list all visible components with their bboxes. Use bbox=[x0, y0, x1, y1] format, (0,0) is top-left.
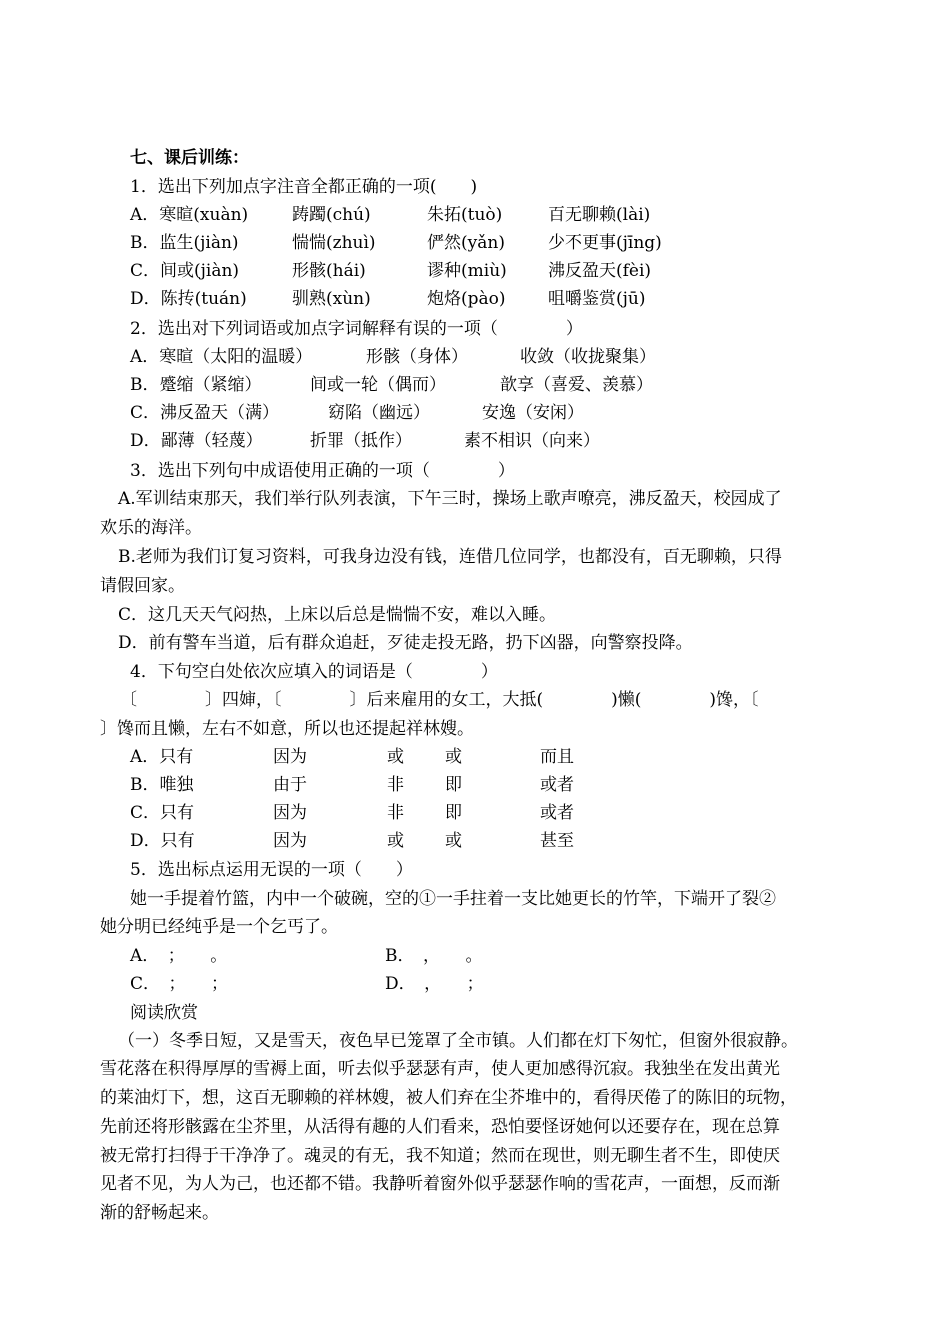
q1-a-item-1: A．寒暄(xuàn) bbox=[130, 205, 249, 225]
reading-line: 被无常打扫得于干净净了。魂灵的有无，我不知道；然而在现世，则无聊生者不生，即使厌 bbox=[100, 1146, 780, 1166]
q2-d-item-1: D．鄙薄（轻蔑） bbox=[130, 431, 263, 451]
q4-b-item-3: 非 bbox=[387, 775, 404, 795]
q3-option-b-line2: 请假回家。 bbox=[100, 576, 185, 596]
q4-a-item-4: 或 bbox=[445, 747, 462, 767]
q5-option-b: B． ， 。 bbox=[385, 946, 483, 966]
reading-line: 的莱油灯下，想，这百无聊赖的祥林嫂，被人们弃在尘芥堆中的，看得厌倦了的陈旧的玩物， bbox=[100, 1088, 797, 1108]
q4-a-item-5: 而且 bbox=[540, 747, 574, 767]
q4-c-item-5: 或者 bbox=[540, 803, 574, 823]
q2-b-item-3: 歆享（喜爱、羡慕） bbox=[500, 375, 653, 395]
q1-d-item-2: 驯熟(xùn) bbox=[292, 289, 371, 309]
q5-option-c: C． ； ； bbox=[130, 974, 229, 994]
reading-line: （一）冬季日短，又是雪天，夜色早已笼罩了全市镇。人们都在灯下匆忙，但窗外很寂静。 bbox=[118, 1031, 798, 1051]
q2-c-item-3: 安逸（安闲） bbox=[482, 403, 584, 423]
q4-b-item-1: B．唯独 bbox=[130, 775, 194, 795]
q4-b-item-4: 即 bbox=[445, 775, 462, 795]
q4-a-item-2: 因为 bbox=[273, 747, 307, 767]
q2-a-item-1: A．寒暄（太阳的温暖） bbox=[130, 347, 313, 367]
q2-a-item-3: 收敛（收拢聚集） bbox=[520, 347, 656, 367]
q4-c-item-3: 非 bbox=[387, 803, 404, 823]
q1-d-item-4: 咀嚼鉴赏(jū) bbox=[548, 289, 646, 309]
q4-sentence-line2: 〕馋而且懒，左右不如意，所以也还提起祥林嫂。 bbox=[100, 719, 474, 739]
reading-line: 先前还将形骸露在尘芥里，从活得有趣的人们看来，恐怕要怪讶她何以还要存在，现在总算 bbox=[100, 1117, 780, 1137]
q1-d-item-3: 炮烙(pào) bbox=[427, 289, 506, 309]
q1-c-item-1: C．间或(jiàn) bbox=[130, 261, 240, 281]
q4-b-item-5: 或者 bbox=[540, 775, 574, 795]
q1-c-item-4: 沸反盈天(fèi) bbox=[548, 261, 652, 281]
q1-c-item-2: 形骸(hái) bbox=[292, 261, 366, 281]
section-title: 七、课后训练： bbox=[130, 148, 249, 168]
q5-option-d: D． ， ； bbox=[385, 974, 484, 994]
q2-stem: 2．选出对下列词语或加点字词解释有误的一项（ ） bbox=[130, 319, 583, 339]
q3-option-b-line1: B.老师为我们订复习资料，可我身边没有钱，连借几位同学，也都没有，百无聊赖，只得 bbox=[118, 547, 782, 567]
q1-c-item-3: 谬种(miù) bbox=[427, 261, 507, 281]
q5-option-a: A． ； 。 bbox=[130, 946, 228, 966]
q5-passage-line1: 她一手提着竹篮，内中一个破碗，空的①一手拄着一支比她更长的竹竿，下端开了裂② bbox=[130, 889, 776, 909]
q1-b-item-3: 俨然(yǎn) bbox=[427, 233, 505, 253]
q4-c-item-4: 即 bbox=[445, 803, 462, 823]
q4-d-item-2: 因为 bbox=[273, 831, 307, 851]
q2-d-item-3: 素不相识（向来） bbox=[464, 431, 600, 451]
q1-stem: 1．选出下列加点字注音全都正确的一项( ) bbox=[130, 177, 478, 197]
q4-d-item-3: 或 bbox=[387, 831, 404, 851]
reading-title: 阅读欣赏 bbox=[130, 1003, 198, 1023]
q4-a-item-3: 或 bbox=[387, 747, 404, 767]
q1-b-item-4: 少不更事(jīng) bbox=[548, 233, 662, 253]
q2-d-item-2: 折罪（抵作） bbox=[310, 431, 412, 451]
q1-b-item-2: 惴惴(zhuì) bbox=[292, 233, 376, 253]
q5-stem: 5．选出标点运用无误的一项（ ） bbox=[130, 860, 413, 880]
q3-option-a-line2: 欢乐的海洋。 bbox=[100, 518, 202, 538]
reading-line: 见者不见，为人为己，也还都不错。我静听着窗外似乎瑟瑟作响的雪花声，一面想，反而渐 bbox=[100, 1174, 780, 1194]
q3-option-d: D．前有警车当道，后有群众追赶，歹徒走投无路，扔下凶器，向警察投降。 bbox=[118, 633, 693, 653]
q3-option-a-line1: A.军训结束那天，我们举行队列表演，下午三时，操场上歌声嘹亮，沸反盈天，校园成了 bbox=[118, 489, 782, 509]
q3-stem: 3．选出下列句中成语使用正确的一项（ ） bbox=[130, 461, 515, 481]
q4-c-item-1: C．只有 bbox=[130, 803, 195, 823]
q2-c-item-1: C．沸反盈天（满） bbox=[130, 403, 280, 423]
q2-a-item-2: 形骸（身体） bbox=[366, 347, 468, 367]
q1-a-item-4: 百无聊赖(lài) bbox=[548, 205, 651, 225]
q4-d-item-1: D．只有 bbox=[130, 831, 195, 851]
q1-b-item-1: B．监生(jiàn) bbox=[130, 233, 239, 253]
q1-a-item-3: 朱拓(tuò) bbox=[427, 205, 503, 225]
reading-line: 雪花落在积得厚厚的雪褥上面，听去似乎瑟瑟有声，使人更加感得沉寂。我独坐在发出黄光 bbox=[100, 1059, 780, 1079]
q4-a-item-1: A．只有 bbox=[130, 747, 194, 767]
q2-c-item-2: 窈陷（幽远） bbox=[328, 403, 430, 423]
q4-sentence-line1: 〔 〕四婶，〔 〕后来雇用的女工，大抵( )懒( )馋，〔 bbox=[120, 690, 759, 710]
q2-b-item-1: B．蹙缩（紧缩） bbox=[130, 375, 262, 395]
q3-option-c: C．这几天天气闷热，上床以后总是惴惴不安，难以入睡。 bbox=[118, 605, 557, 625]
q1-d-item-1: D．陈抟(tuán) bbox=[130, 289, 247, 309]
reading-line: 渐的舒畅起来。 bbox=[100, 1203, 219, 1223]
q1-a-item-2: 踌躅(chú) bbox=[292, 205, 371, 225]
q2-b-item-2: 间或一轮（偶而） bbox=[310, 375, 446, 395]
q4-d-item-4: 或 bbox=[445, 831, 462, 851]
q4-c-item-2: 因为 bbox=[273, 803, 307, 823]
q4-d-item-5: 甚至 bbox=[540, 831, 574, 851]
q5-passage-line2: 她分明已经纯乎是一个乞丐了。 bbox=[100, 917, 338, 937]
q4-stem: 4．下句空白处依次应填入的词语是（ ） bbox=[130, 662, 498, 682]
q4-b-item-2: 由于 bbox=[273, 775, 307, 795]
